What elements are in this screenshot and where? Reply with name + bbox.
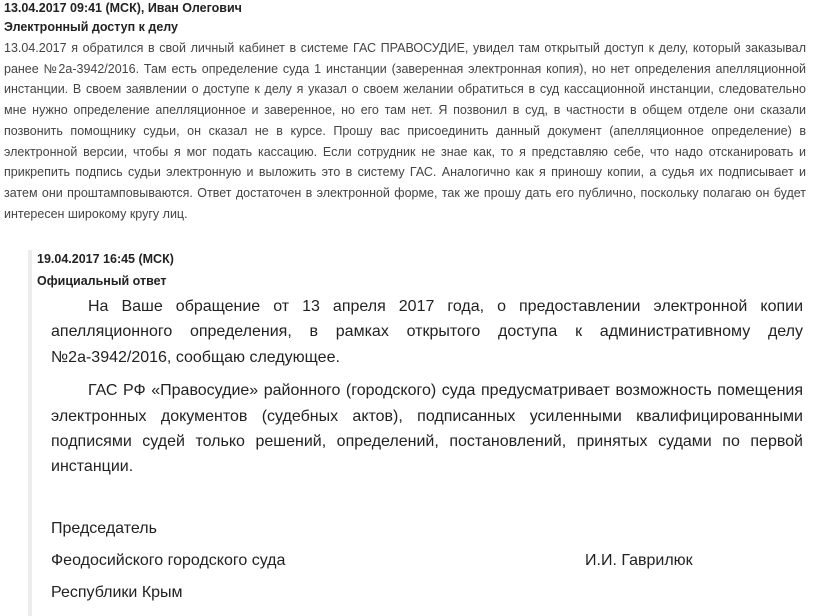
answer-header xyxy=(37,250,797,290)
question-block xyxy=(4,0,806,224)
question-subject: Электронный доступ к делу xyxy=(4,20,178,34)
answer-body xyxy=(51,294,803,480)
signature-court: Феодосийского городского суда xyxy=(51,552,286,569)
answer-paragraph: ГАС РФ «Правосудие» районного (городского) суда предусматривает возможность помещения электронных документов (судебных актов), подписанных усиленными квалифицированными подписями судей только решений, определений, постановлений, принятых судами по первой инстанции. xyxy=(51,382,803,476)
signature-name: И.И. Гаврилюк xyxy=(585,552,693,569)
question-meta: 13.04.2017 09:41 (МСК), Иван Олегович xyxy=(4,1,242,15)
answer-meta: 19.04.2017 16:45 (МСК) xyxy=(37,252,174,266)
answer-left-bar xyxy=(28,250,32,616)
answer-title: Официальный ответ xyxy=(37,274,167,288)
question-body: 13.04.2017 я обратился в свой личный кабинет в системе ГАС ПРАВОСУДИЕ, увидел там открытый доступ к делу, который заказывал ранее №2а-3942/2016. Там есть определение суда 1 инстанции (заверенная электронная копия), но нет определения апелляционной инстанции. В своем заявлении о доступе к делу я указал о своем желании обратиться в суд кассационной инстанции, следовательно мне нужно определение апелляционное и заверенное, но его там нет. Я позвонил в суд, в частности в общем отделе они сказали позвонить помощнику судьи, он сказал не в курсе. Прошу вас присоединить данный документ (апелляционное определение) в электронной версии, чтобы я мог подать кассацию. Если сотрудник не знае как, то я представляю себе, что надо отсканировать и прикрепить подпись судьи электронную и выложить это в систему ГАС. Аналогично как я приношу копии, а судья их подписывает и затем они проштамповываются. Ответ достаточен в электронной форме, так же прошу дать его публично, поскольку полагаю он будет интересен широкому кругу лиц. xyxy=(4,41,806,221)
signature-region: Республики Крым xyxy=(51,584,183,601)
answer-paragraph: На Ваше обращение от 13 апреля 2017 года, о предоставлении электронной копии апелляционного определения, в рамках открытого доступа к административному делу №2а-3942/2016, сообщаю следующее. xyxy=(51,298,803,366)
signature-position: Председатель xyxy=(51,520,157,537)
